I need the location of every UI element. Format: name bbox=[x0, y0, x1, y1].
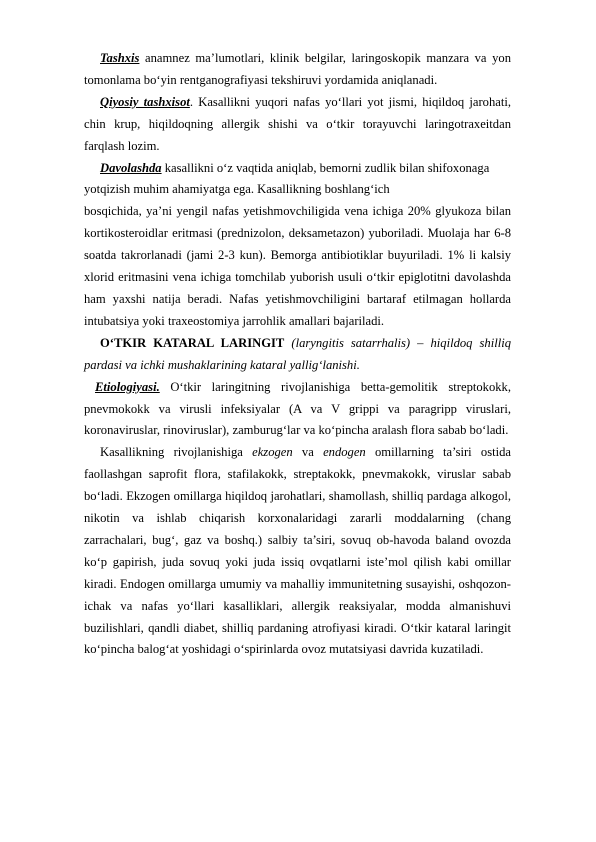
paragraph-diagnosis-text: anamnez ma’lumotlari, klinik belgilar, laringoskopik manzara va yon tomonlama bo‘yin rentganografiyasi tekshiruvi yordamida aniqlanadi. bbox=[84, 51, 511, 87]
paragraph-diagnosis bbox=[84, 48, 511, 92]
paragraph-treatment bbox=[84, 158, 511, 202]
paragraph-treatment-text: kasallikni o‘z vaqtida aniqlab, bemorni zudlik bilan shifoxonaga yotqizish muhim ahamiyatga ega. Kasallikning boshlang‘ich bbox=[84, 160, 490, 197]
paragraph-factors bbox=[84, 442, 511, 661]
paragraph-acute-catarrhal-laryngitis bbox=[84, 333, 511, 377]
paragraph-factors-text-2: va bbox=[292, 445, 324, 460]
paragraph-differential-diagnosis-text: . Kasallikni yuqori nafas yo‘llari yot jismi, hiqildoq jarohati, chin krup, hiqildoqning allergik shishi va o‘tkir torayuvchi laringotraxeitdan farqlash lozim. bbox=[84, 94, 511, 153]
paragraph-factors-text-1: Kasallikning rivojlanishiga bbox=[100, 445, 253, 460]
term-qiyosiy-tashxisot: Qiyosiy tashxisot bbox=[100, 94, 190, 109]
paragraph-treatment-continued-text: bosqichida, ya’ni yengil nafas yetishmovchiligida vena ichiga 20% glyukoza bilan kortikosteroidlar eritmasi (prednizolon, deksametazon) yuboriladi. Muolaja har 6-8 soatda takrorlanadi (jami 2-3 kun). Bemorga antibiotiklar buyuriladi. 1% li kalsiy xlorid eritmasini vena ichiga tomchilab yuborish usuli o‘tkir epiglotitni davolashda ham yaxshi natija beradi. Nafas yetishmovchiligini bartaraf etilmagan hollarda intubatsiya yoki traxeostomiya jarrohlik amallari bajariladi. bbox=[84, 204, 511, 328]
paragraph-etiology-text: O‘tkir laringitning rivojlanishiga betta-gemolitik streptokokk, pnevmokokk va virusli infeksiyalar (A va V grippi va paragripp viruslari, koronaviruslar, rinoviruslar), zamburug‘lar va ko‘pincha aralash flora sabab bo‘ladi. bbox=[84, 379, 511, 438]
paragraph-etiology bbox=[84, 377, 511, 443]
term-ekzogen: ekzogen bbox=[252, 445, 293, 460]
term-tashxis: Tashxis bbox=[100, 51, 140, 65]
term-davolashda: Davolashda bbox=[100, 160, 162, 175]
document-page bbox=[84, 48, 511, 661]
paragraph-differential-diagnosis bbox=[84, 92, 511, 158]
paragraph-treatment-continued bbox=[84, 201, 511, 332]
term-otkir-kataral-laringit: O‘TKIR KATARAL LARINGIT bbox=[100, 335, 285, 350]
term-endogen: endogen bbox=[323, 445, 366, 460]
term-etiologiyasi: Etiologiyasi. bbox=[95, 379, 160, 394]
paragraph-factors-text-3: omillarning ta’siri ostida faollashgan saprofit flora, stafilakokk, streptakokk, pnevmakokk, viruslar sabab bo‘ladi. Ekzogen omillarga hiqildoq jarohatlari, shamollash, shilliq pardaga alkogol, nikotin va ishlab chiqarish korxonalaridagi zararli moddalarning (chang zarrachalari, bug‘, gaz va boshq.) salbiy ta’siri, sovuq ob-havoda baland ovozda ko‘p gapirish, juda sovuq yoki juda issiq ovqatlarni iste’mol qilish kabi omillar kiradi. Endogen omillarga umumiy va mahalliy immunitetning susayishi, oshqozon-ichak va nafas yo‘llari kasalliklari, allergik reaksiyalar, modda almanishuvi buzilishlari, qandli diabet, shilliq pardaning atrofiyasi kiradi. O‘tkir kataral laringit ko‘pincha balog‘at yoshidagi o‘spirinlarda ovoz mutatsiyasi davrida kuzatiladi. bbox=[84, 445, 511, 657]
paragraph-acute-catarrhal-laryngitis-text: (laryngitis satarrhalis) – hiqildoq shilliq pardasi va ichki mushaklarining kataral yallig‘lanishi. bbox=[84, 335, 511, 372]
